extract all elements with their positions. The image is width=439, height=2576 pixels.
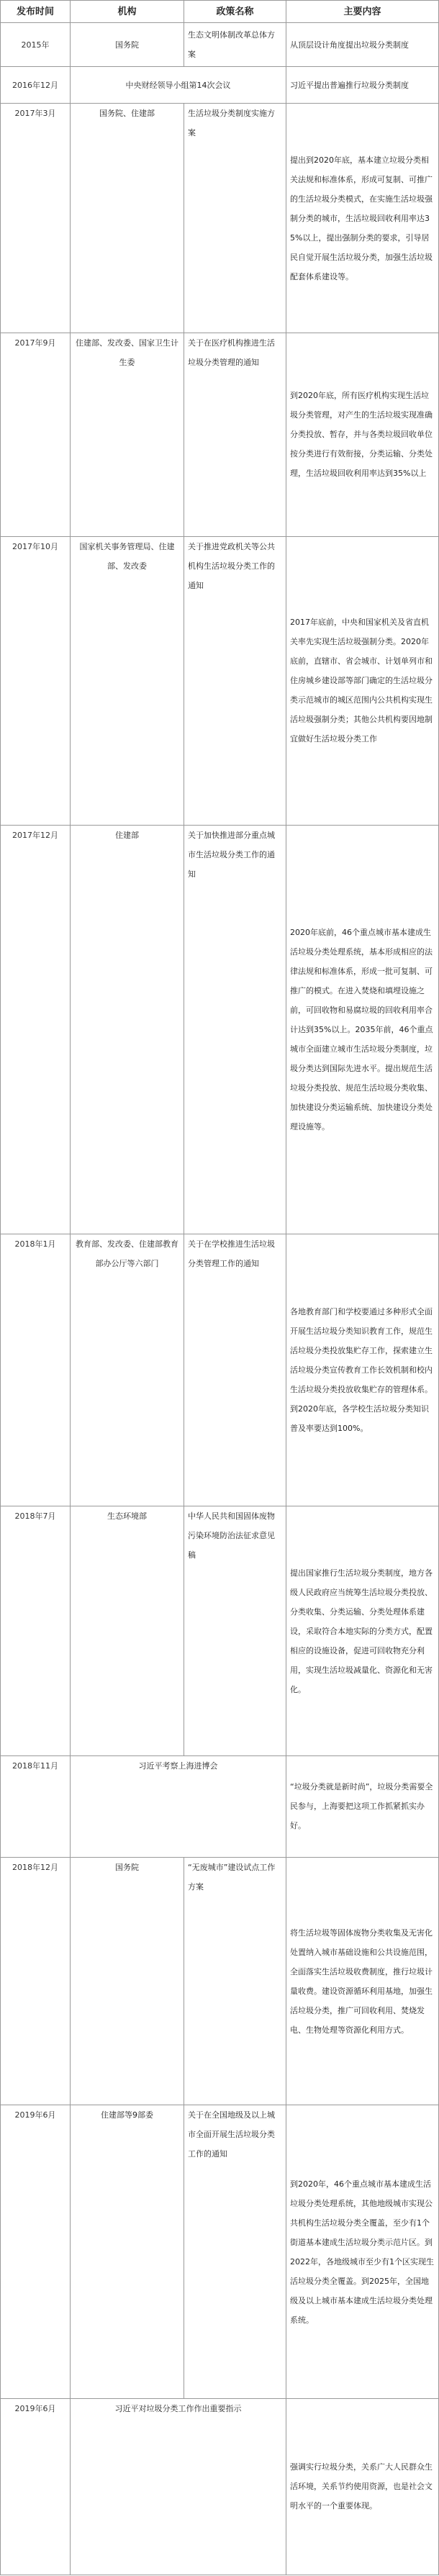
- table-row: [1, 1755, 439, 1857]
- cell-org: 国家机关事务管理局、住建部、发改委: [71, 536, 184, 825]
- cell-org: 国务院: [71, 1858, 184, 2105]
- cell-date: 2017年12月: [1, 825, 71, 1234]
- cell-content: 强调实行垃圾分类，关系广大人民群众生活环境，关系节约使用资源，也是社会文明水平的一个重要体现。: [286, 2398, 439, 2575]
- cell-org: 住建部: [71, 825, 184, 1234]
- cell-title: 生态文明体制改革总体方案: [184, 23, 286, 67]
- cell-org: 生态环境部: [71, 1506, 184, 1755]
- cell-content: 习近平提出普遍推行垃圾分类制度: [286, 67, 439, 104]
- header-date: 发布时间: [1, 1, 71, 23]
- table-row: [1, 536, 439, 825]
- cell-merged-event: 习近平考察上海进博会: [71, 1755, 286, 1857]
- cell-org: 国务院: [71, 23, 184, 67]
- cell-content: 2020年底前，46个重点城市基本建成生活垃圾分类处理系统，基本形成相应的法律法规和标准体系，形成一批可复制、可推广的模式。在进入焚烧和填埋设施之前，可回收物和易腐垃圾的回收利用率合计达到35%以上。2035年前，46个重点城市全面建立城市生活垃圾分类制度，垃圾分类达到国际先进水平。提出规范生活垃圾分类投放、规范生活垃圾分类收集、加快建设分类运输系统、加快建设分类处理设施等。: [286, 825, 439, 1234]
- table-row: [1, 2398, 439, 2575]
- header-org: 机构: [71, 1, 184, 23]
- cell-date: 2019年6月: [1, 2398, 71, 2575]
- cell-date: 2017年9月: [1, 333, 71, 536]
- cell-title: 生活垃圾分类制度实施方案: [184, 104, 286, 333]
- cell-org: 住建部等9部委: [71, 2105, 184, 2399]
- cell-title: 关于加快推进部分重点城市生活垃圾分类工作的通知: [184, 825, 286, 1234]
- table-row: [1, 1234, 439, 1506]
- cell-content: 从顶层设计角度提出垃圾分类制度: [286, 23, 439, 67]
- cell-merged-event: 习近平对垃圾分类工作作出重要指示: [71, 2398, 286, 2575]
- cell-title: 关于在全国地级及以上城市全面开展生活垃圾分类工作的通知: [184, 2105, 286, 2399]
- header-title: 政策名称: [184, 1, 286, 23]
- cell-content: “垃圾分类就是新时尚”，垃圾分类需要全民参与，上海要把这项工作抓紧抓实办好。: [286, 1755, 439, 1857]
- cell-content: 将生活垃圾等固体废物分类收集及无害化处置纳入城市基础设施和公共设施范围，全面落实生活垃圾收费制度，推行垃圾计量收费。建设资源循环利用基地，加强生活垃圾分类，推广可回收利用、焚烧发电、生物处理等资源化利用方式。: [286, 1858, 439, 2105]
- cell-org: 教育部、发改委、住建部教育部办公厅等六部门: [71, 1234, 184, 1506]
- table-row: [1, 2105, 439, 2399]
- table-row: [1, 333, 439, 536]
- table-row: [1, 23, 439, 67]
- cell-date: 2017年3月: [1, 104, 71, 333]
- cell-date: 2019年6月: [1, 2105, 71, 2399]
- cell-title: 关于推进党政机关等公共机构生活垃圾分类工作的通知: [184, 536, 286, 825]
- cell-org: 国务院、住建部: [71, 104, 184, 333]
- cell-date: 2018年11月: [1, 1755, 71, 1857]
- cell-title: 关于在医疗机构推进生活垃圾分类管理的通知: [184, 333, 286, 536]
- table-row: [1, 825, 439, 1234]
- cell-content: 提出到2020年底，基本建立垃圾分类相关法规和标准体系，形成可复制、可推广的生活垃圾分类模式，在实施生活垃圾强制分类的城市，生活垃圾回收利用率达35%以上，提出强制分类的要求，引导居民自觉开展生活垃圾分类，加强生活垃圾配套体系建设等。: [286, 104, 439, 333]
- cell-date: 2018年12月: [1, 1858, 71, 2105]
- cell-content: 2017年底前，中央和国家机关及省直机关率先实现生活垃圾强制分类。2020年底前，直辖市、省会城市、计划单列市和住房城乡建设部等部门确定的生活垃圾分类示范城市的城区范围内公共机构实现生活垃圾强制分类；其他公共机构要因地制宜做好生活垃圾分类工作: [286, 536, 439, 825]
- table-header-row: [1, 1, 439, 23]
- cell-org: 住建部、发改委、国家卫生计生委: [71, 333, 184, 536]
- cell-content: 到2020年底，所有医疗机构实现生活垃圾分类管理，对产生的生活垃圾实现准确分类投放、暂存，并与各类垃圾回收单位按分类进行有效衔接，分类运输、分类处理，生活垃圾回收利用率达到35%以上: [286, 333, 439, 536]
- cell-title: 中华人民共和国固体废物污染环境防治法征求意见稿: [184, 1506, 286, 1755]
- cell-title: “无废城市”建设试点工作方案: [184, 1858, 286, 2105]
- cell-date: 2015年: [1, 23, 71, 67]
- cell-content: 各地教育部门和学校要通过多种形式全面开展生活垃圾分类知识教育工作，规范生活垃圾分类投放集贮存工作，探索建立生活垃圾分类宣传教育工作长效机制和校内生活垃圾分类投放收集贮存的管理体系。到2020年底，各学校生活垃圾分类知识普及率要达到100%。: [286, 1234, 439, 1506]
- cell-content: 提出国家推行生活垃圾分类制度，地方各级人民政府应当统筹生活垃圾分类投放、分类收集、分类运输、分类处理体系建设，采取符合本地实际的分类方式，配置相应的设施设备，促进可回收物充分利用，实现生活垃圾减量化、资源化和无害化。: [286, 1506, 439, 1755]
- table-row: [1, 104, 439, 333]
- table-row: [1, 67, 439, 104]
- cell-date: 2018年1月: [1, 1234, 71, 1506]
- cell-date: 2017年10月: [1, 536, 71, 825]
- cell-date: 2018年7月: [1, 1506, 71, 1755]
- cell-title: 关于在学校推进生活垃圾分类管理工作的通知: [184, 1234, 286, 1506]
- cell-merged-event: 中央财经领导小组第14次会议: [71, 67, 286, 104]
- table-row: [1, 1506, 439, 1755]
- header-content: 主要内容: [286, 1, 439, 23]
- table-row: [1, 1858, 439, 2105]
- cell-content: 到2020年，46个重点城市基本建成生活垃圾分类处理系统，其他地级城市实现公共机构生活垃圾分类全覆盖，至少有1个街道基本建成生活垃圾分类示范片区。到2022年，各地级城市至少有1个区实现生活垃圾分类全覆盖。到2025年，全国地级及以上城市基本建成生活垃圾分类处理系统。: [286, 2105, 439, 2399]
- cell-date: 2016年12月: [1, 67, 71, 104]
